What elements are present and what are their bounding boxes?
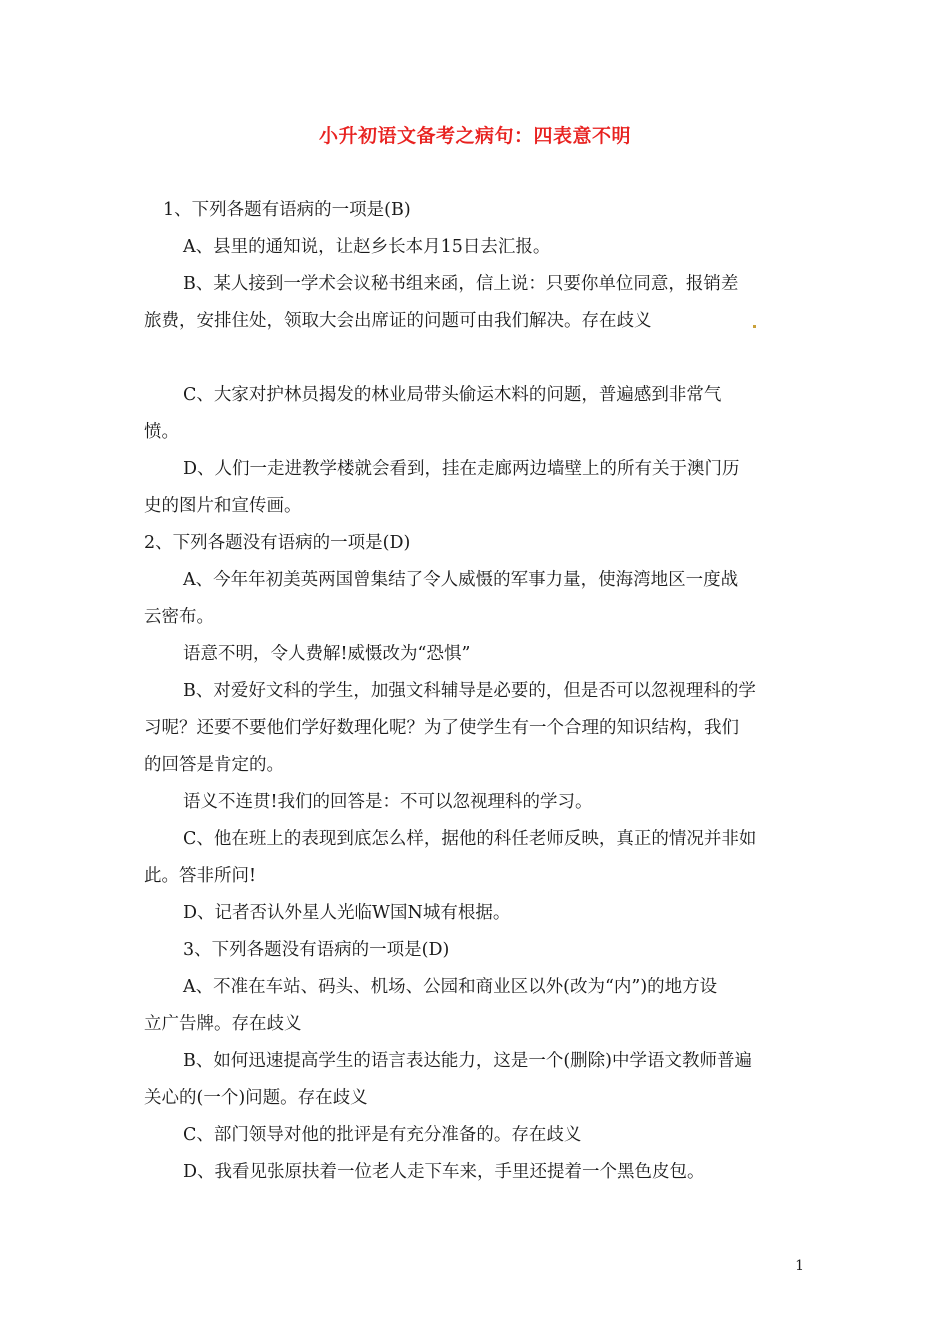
question-2-note-a: 语意不明，令人费解!威慑改为“恐惧” (183, 644, 471, 664)
question-2-option-c: C、他在班上的表现到底怎么样，据他的科任老师反映，真正的情况并非如 (183, 829, 757, 849)
emphasis-dot-mark (753, 325, 756, 328)
question-2-option-b-cont: 习呢？还要不要他们学好数理化呢？为了使学生有一个合理的知识结构，我们 (144, 718, 739, 738)
question-2-option-a: A、今年年初美英两国曾集结了令人威慑的军事力量，使海湾地区一度战 (183, 570, 739, 590)
question-3-option-c: C、部门领导对他的批评是有充分准备的。存在歧义 (183, 1125, 582, 1145)
question-1-option-c: C、大家对护林员揭发的林业局带头偷运木料的问题，普遍感到非常气 (183, 385, 722, 405)
question-1-option-d-cont: 史的图片和宣传画。 (144, 496, 302, 516)
question-2-option-d: D、记者否认外星人光临W国N城有根据。 (183, 903, 511, 923)
question-1-option-a: A、县里的通知说，让赵乡长本月15日去汇报。 (183, 237, 551, 257)
question-2-stem: 2、下列各题没有语病的一项是(D) (144, 533, 411, 553)
question-1-option-b-cont: 旅费，安排住处，领取大会出席证的问题可由我们解决。存在歧义 (144, 311, 652, 331)
page-title: 小升初语文备考之病句：四表意不明 (318, 125, 631, 147)
question-1-stem: 1、下列各题有语病的一项是(B) (163, 200, 411, 220)
question-3-option-a: A、不准在车站、码头、机场、公园和商业区以外(改为“内”)的地方设 (183, 977, 718, 997)
question-3-option-d: D、我看见张原扶着一位老人走下车来，手里还提着一个黑色皮包。 (183, 1162, 705, 1182)
question-2-option-a-cont: 云密布。 (144, 607, 214, 627)
question-3-option-a-cont: 立广告牌。存在歧义 (144, 1014, 302, 1034)
question-2-note-b: 语义不连贯!我们的回答是：不可以忽视理科的学习。 (183, 792, 593, 812)
question-2-option-c-cont: 此。答非所问! (144, 866, 257, 886)
question-2-option-b-cont-2: 的回答是肯定的。 (144, 755, 284, 775)
question-1-option-c-cont: 愤。 (144, 422, 179, 442)
question-1-option-b: B、某人接到一学术会议秘书组来函，信上说：只要你单位同意，报销差 (183, 274, 739, 294)
question-3-option-b-cont: 关心的(一个)问题。存在歧义 (144, 1088, 368, 1108)
question-2-option-b: B、对爱好文科的学生，加强文科辅导是必要的，但是否可以忽视理科的学 (183, 681, 756, 701)
question-1-option-d: D、人们一走进教学楼就会看到，挂在走廊两边墙壁上的所有关于澳门历 (183, 459, 740, 479)
question-3-stem: 3、下列各题没有语病的一项是(D) (183, 940, 450, 960)
page-number: 1 (795, 1258, 804, 1274)
question-3-option-b: B、如何迅速提高学生的语言表达能力，这是一个(删除)中学语文教师普遍 (183, 1051, 753, 1071)
